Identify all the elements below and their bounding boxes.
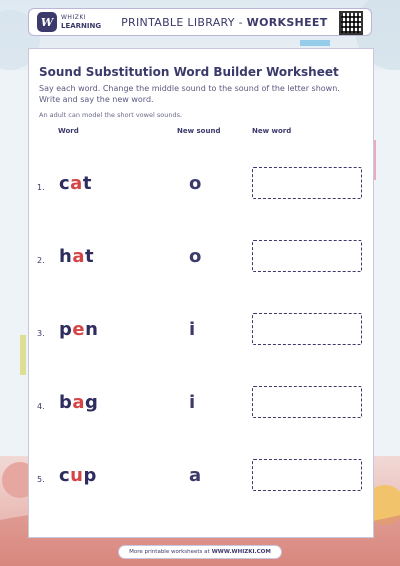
footer-text: More printable worksheets at [129,549,210,555]
word-middle-sound: u [70,465,84,486]
new-word-answer-box[interactable] [252,167,362,199]
worksheet-row [29,313,375,357]
worksheet-title: Sound Substitution Word Builder Worksheet [39,65,339,79]
word-end: t [84,246,95,267]
row-new-sound: o [189,173,202,194]
new-word-answer-box[interactable] [252,313,362,345]
row-word [59,465,97,486]
new-word-answer-box[interactable] [252,240,362,272]
worksheet-card [28,48,374,538]
row-word [59,246,94,267]
row-new-sound: i [189,319,196,340]
row-word [59,173,92,194]
new-word-answer-box[interactable] [252,459,362,491]
word-start: c [59,465,71,486]
word-middle-sound: a [70,173,83,194]
row-word [59,319,98,340]
worksheet-instructions: Say each word. Change the middle sound to the sound of the letter shown. Write and say the new word. [39,84,340,104]
footer-banner [118,545,282,559]
word-middle-sound: a [72,246,85,267]
new-word-answer-box[interactable] [252,386,362,418]
worksheet-row [29,167,375,211]
worksheet-row [29,386,375,430]
row-number: 5. [37,475,45,484]
whizki-logo-icon: W [37,12,57,32]
brand-name [61,14,101,30]
row-new-sound: i [189,392,196,413]
word-end: p [83,465,97,486]
header-title-prefix: PRINTABLE LIBRARY - [121,15,247,29]
row-word [59,392,98,413]
word-middle-sound: a [72,392,86,413]
word-start: h [59,246,73,267]
word-end: g [85,392,99,413]
word-end: t [82,173,92,194]
row-number: 2. [37,256,45,265]
row-new-sound: o [189,246,202,267]
brand-line-2: LEARNING [61,22,102,30]
header-title [121,16,327,29]
row-number: 1. [37,183,45,192]
word-start: c [59,173,71,194]
row-number: 4. [37,402,45,411]
column-header-sound: New sound [177,127,221,135]
column-header-word: Word [58,127,79,135]
brand-line-1: WHIZKI [61,14,87,21]
qr-code-icon [339,11,363,35]
header-bar [28,8,372,36]
footer-link[interactable]: WWW.WHIZKI.COM [211,549,271,555]
word-start: b [59,392,73,413]
word-start: p [59,319,73,340]
worksheet-note: An adult can model the short vowel sounds. [39,111,183,119]
word-middle-sound: e [72,319,86,340]
worksheet-row [29,240,375,284]
row-number: 3. [37,329,45,338]
row-new-sound: a [189,465,202,486]
column-header-new-word: New word [252,127,292,135]
word-end: n [85,319,99,340]
worksheet-row [29,459,375,503]
header-title-bold: WORKSHEET [246,15,328,29]
